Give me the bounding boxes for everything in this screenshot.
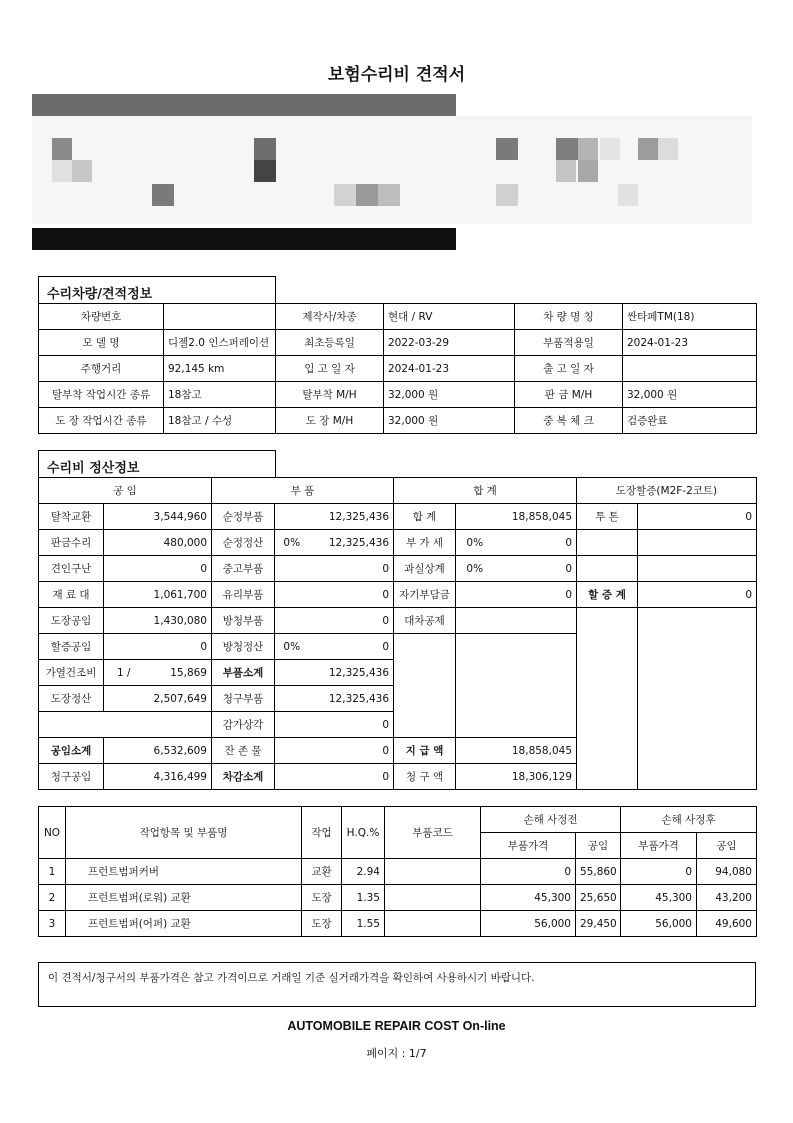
- total-value: 18,858,045: [456, 504, 577, 530]
- table-row: [39, 911, 757, 937]
- item-name: 프런트범퍼(어퍼) 교환: [66, 911, 302, 937]
- item-code: [385, 911, 481, 937]
- field-label: 탈부착 M/H: [276, 382, 384, 408]
- labor-label: 판금수리: [39, 530, 104, 556]
- price-notice: 이 견적서/청구서의 부품가격은 참고 가격이므로 거래일 기준 실거래가격을 확인하여 사용하시기 바랍니다.: [38, 962, 756, 1007]
- total-value: [456, 608, 577, 634]
- column-header: H.Q.%: [342, 807, 385, 859]
- field-label: 주행거리: [39, 356, 164, 382]
- column-header: 부품코드: [385, 807, 481, 859]
- item-hq: 1.55: [342, 911, 385, 937]
- labor-value: 480,000: [104, 530, 212, 556]
- total-value: 0: [456, 582, 577, 608]
- page-number: 페이지 : 1/7: [366, 1047, 427, 1060]
- empty-cell: [39, 712, 212, 738]
- vehicle-info-table: [38, 303, 757, 434]
- before-labor: 25,650: [576, 885, 621, 911]
- item-hq: 1.35: [342, 885, 385, 911]
- before-part-price: 45,300: [481, 885, 576, 911]
- field-value: 92,145 km: [164, 356, 276, 382]
- table-header-row: [39, 807, 757, 833]
- field-label: 모 델 명: [39, 330, 164, 356]
- table-row: [39, 859, 757, 885]
- field-label: 출 고 일 자: [515, 356, 623, 382]
- vehicle-section-heading: 수리차량/견적정보: [38, 276, 276, 304]
- parts-value: 0: [275, 764, 394, 790]
- labor-value: 1,430,080: [104, 608, 212, 634]
- field-label: 도 장 M/H: [276, 408, 384, 434]
- item-hq: 2.94: [342, 859, 385, 885]
- parts-value: 0: [309, 634, 394, 660]
- item-work: 도장: [302, 885, 342, 911]
- labor-value: 0: [104, 556, 212, 582]
- parts-value: 12,325,436: [275, 686, 394, 712]
- item-work: 교환: [302, 859, 342, 885]
- field-value: [623, 356, 757, 382]
- table-header-row: [39, 478, 757, 504]
- item-code: [385, 885, 481, 911]
- column-header: 손해 사정전: [481, 807, 621, 833]
- settlement-table: [38, 477, 757, 790]
- field-label: 부품적용일: [515, 330, 623, 356]
- empty-cell: [638, 608, 757, 790]
- field-value: 18참고: [164, 382, 276, 408]
- empty-cell: [577, 608, 638, 790]
- payment-value: 18,858,045: [456, 738, 577, 764]
- labor-label: 공임소계: [39, 738, 104, 764]
- after-labor: 43,200: [697, 885, 757, 911]
- field-label: 제작사/차종: [276, 304, 384, 330]
- column-header: 공 임: [39, 478, 212, 504]
- after-part-price: 45,300: [621, 885, 697, 911]
- field-value: 32,000 원: [384, 408, 515, 434]
- before-part-price: 56,000: [481, 911, 576, 937]
- parts-value: 0: [275, 556, 394, 582]
- field-value: 32,000 원: [623, 382, 757, 408]
- labor-note: 1 /: [104, 660, 144, 686]
- after-labor: 94,080: [697, 859, 757, 885]
- field-value: [164, 304, 276, 330]
- parts-value: 12,325,436: [309, 530, 394, 556]
- surcharge-total-value: 0: [638, 582, 757, 608]
- table-row: [39, 556, 757, 582]
- parts-label: 유리부품: [212, 582, 275, 608]
- repair-items-table: [38, 806, 757, 937]
- parts-value: 0: [275, 738, 394, 764]
- field-value: 32,000 원: [384, 382, 515, 408]
- empty-cell: [577, 556, 638, 582]
- field-value: 싼타페TM(18): [623, 304, 757, 330]
- before-labor: 29,450: [576, 911, 621, 937]
- field-value: 2022-03-29: [384, 330, 515, 356]
- field-label: 최초등록일: [276, 330, 384, 356]
- column-header: 부 품: [212, 478, 394, 504]
- surcharge-total-label: 할 증 계: [577, 582, 638, 608]
- before-labor: 55,860: [576, 859, 621, 885]
- column-header: 공임: [576, 833, 621, 859]
- parts-label: 감가상각: [212, 712, 275, 738]
- total-percent: 0%: [456, 530, 494, 556]
- labor-label: 탈착교환: [39, 504, 104, 530]
- column-header: NO: [39, 807, 66, 859]
- field-value: 18참고 / 수성: [164, 408, 276, 434]
- labor-label: 도장공임: [39, 608, 104, 634]
- field-label: 탈부착 작업시간 종류: [39, 382, 164, 408]
- parts-label: 순정정산: [212, 530, 275, 556]
- total-value: 0: [494, 556, 577, 582]
- item-name: 프런트범퍼(로워) 교환: [66, 885, 302, 911]
- claim-label: 청 구 액: [394, 764, 456, 790]
- parts-label: 방청부품: [212, 608, 275, 634]
- column-header: 작업항목 및 부품명: [66, 807, 302, 859]
- parts-label: 순정부품: [212, 504, 275, 530]
- field-label: 중 복 체 크: [515, 408, 623, 434]
- redaction-bar-top: [32, 94, 456, 116]
- total-label: 부 가 세: [394, 530, 456, 556]
- before-part-price: 0: [481, 859, 576, 885]
- field-value: 디젤2.0 인스퍼레이션: [164, 330, 276, 356]
- parts-label: 청구부품: [212, 686, 275, 712]
- after-labor: 49,600: [697, 911, 757, 937]
- column-header: 손해 사정후: [621, 807, 757, 833]
- table-row: [39, 382, 757, 408]
- table-row: [39, 304, 757, 330]
- parts-value: 0: [275, 608, 394, 634]
- field-value: 검증완료: [623, 408, 757, 434]
- column-header: 작업: [302, 807, 342, 859]
- total-label: 과실상계: [394, 556, 456, 582]
- total-label: 자기부담금: [394, 582, 456, 608]
- field-label: 차 량 명 칭: [515, 304, 623, 330]
- empty-cell: [638, 530, 757, 556]
- field-label: 차량번호: [39, 304, 164, 330]
- surcharge-value: 0: [638, 504, 757, 530]
- item-number: 2: [39, 885, 66, 911]
- parts-value: 12,325,436: [275, 504, 394, 530]
- column-header: 부품가격: [481, 833, 576, 859]
- item-code: [385, 859, 481, 885]
- total-label: 대차공제: [394, 608, 456, 634]
- column-header: 합 계: [394, 478, 577, 504]
- surcharge-label: 투 톤: [577, 504, 638, 530]
- labor-value: 2,507,649: [104, 686, 212, 712]
- table-row: [39, 408, 757, 434]
- redacted-info-block: [32, 116, 752, 224]
- labor-value: 4,316,499: [104, 764, 212, 790]
- parts-value: 12,325,436: [275, 660, 394, 686]
- settlement-section-heading: 수리비 정산정보: [38, 450, 276, 478]
- labor-value: 0: [104, 634, 212, 660]
- parts-percent: 0%: [275, 634, 309, 660]
- labor-label: 가열건조비: [39, 660, 104, 686]
- field-label: 판 금 M/H: [515, 382, 623, 408]
- claim-value: 18,306,129: [456, 764, 577, 790]
- parts-percent: 0%: [275, 530, 309, 556]
- field-label: 입 고 일 자: [276, 356, 384, 382]
- parts-label: 부품소계: [212, 660, 275, 686]
- field-value: 2024-01-23: [384, 356, 515, 382]
- empty-cell: [638, 556, 757, 582]
- table-row: [39, 582, 757, 608]
- labor-value: 3,544,960: [104, 504, 212, 530]
- parts-label: 중고부품: [212, 556, 275, 582]
- empty-cell: [394, 634, 456, 738]
- empty-cell: [456, 634, 577, 738]
- table-row: [39, 530, 757, 556]
- item-name: 프런트범퍼커버: [66, 859, 302, 885]
- total-label: 합 계: [394, 504, 456, 530]
- footer-title: AUTOMOBILE REPAIR COST On-line: [287, 1019, 506, 1033]
- document-title: 보험수리비 견적서: [327, 65, 466, 85]
- column-header: 도장할증(M2F-2코트): [577, 478, 757, 504]
- after-part-price: 56,000: [621, 911, 697, 937]
- table-row: [39, 356, 757, 382]
- parts-label: 잔 존 물: [212, 738, 275, 764]
- item-work: 도장: [302, 911, 342, 937]
- parts-value: 0: [275, 712, 394, 738]
- total-percent: 0%: [456, 556, 494, 582]
- after-part-price: 0: [621, 859, 697, 885]
- labor-value: 1,061,700: [104, 582, 212, 608]
- table-row: [39, 608, 757, 634]
- labor-label: 할증공임: [39, 634, 104, 660]
- field-label: 도 장 작업시간 종류: [39, 408, 164, 434]
- labor-label: 재 료 대: [39, 582, 104, 608]
- field-value: 2024-01-23: [623, 330, 757, 356]
- labor-label: 청구공임: [39, 764, 104, 790]
- labor-value: 15,869: [144, 660, 212, 686]
- table-row: [39, 885, 757, 911]
- column-header: 공임: [697, 833, 757, 859]
- labor-label: 견인구난: [39, 556, 104, 582]
- total-value: 0: [494, 530, 577, 556]
- field-value: 현대 / RV: [384, 304, 515, 330]
- payment-label: 지 급 액: [394, 738, 456, 764]
- table-row: [39, 330, 757, 356]
- item-number: 3: [39, 911, 66, 937]
- item-number: 1: [39, 859, 66, 885]
- empty-cell: [577, 530, 638, 556]
- column-header: 부품가격: [621, 833, 697, 859]
- labor-value: 6,532,609: [104, 738, 212, 764]
- labor-label: 도장정산: [39, 686, 104, 712]
- parts-value: 0: [275, 582, 394, 608]
- table-row: [39, 504, 757, 530]
- parts-label: 차감소계: [212, 764, 275, 790]
- parts-label: 방청정산: [212, 634, 275, 660]
- redaction-bar-bottom: [32, 228, 456, 250]
